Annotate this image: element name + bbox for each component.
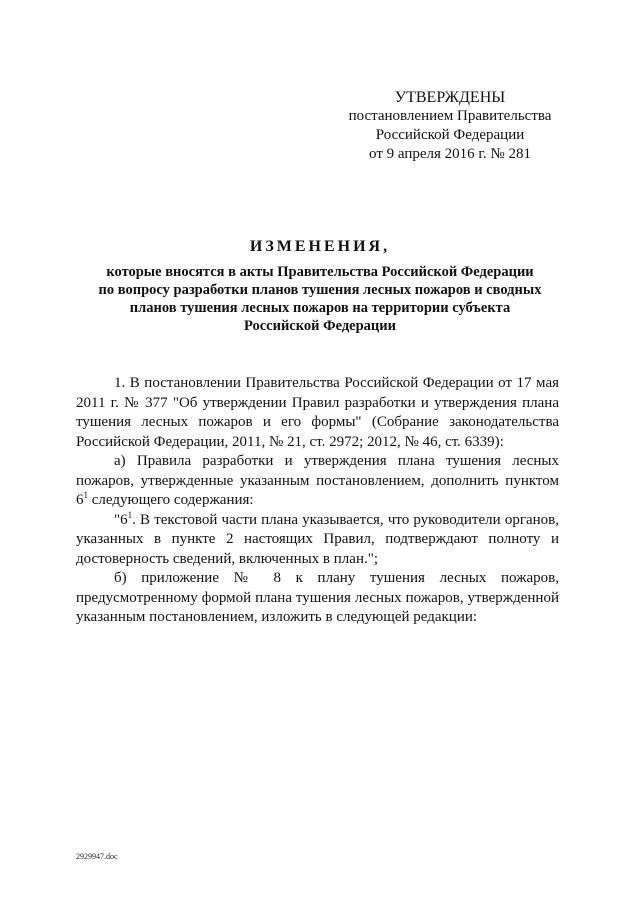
paragraph-3 [76, 511, 559, 570]
paragraph-2-superscript: 1 [83, 490, 88, 500]
subheading-line: планов тушения лесных пожаров на территории субъекта [129, 300, 511, 316]
file-name-footer: 2929947.doc [76, 852, 118, 861]
approval-line-decree: постановлением Правительства [348, 108, 552, 124]
paragraph-4: б) приложение № 8 к плану тушения лесных пожаров, предусмотренному формой плана тушения лесных пожаров, утвержденной указанным постановлением, изложить в следующей редакции: [76, 570, 559, 625]
approval-line-country: Российской Федерации [375, 127, 525, 143]
paragraph-2-text: а) Правила разработки и утверждения плана тушения лесных пожаров, утвержденные указанным постановлением, дополнить пунктом 6 [76, 453, 559, 508]
approval-title: УТВЕРЖДЕНЫ [394, 89, 506, 106]
paragraph-2 [76, 452, 559, 511]
paragraph-3-open: "6 [114, 511, 128, 528]
subheading-line: которые вносятся в акты Правительства Российской Федерации [106, 264, 534, 280]
document-heading: ИЗМЕНЕНИЯ, [249, 238, 391, 255]
document-body [76, 374, 559, 628]
document-subheading [60, 263, 580, 335]
paragraph-3-text: . В текстовой части плана указывается, что руководители органов, указанных в пункте 2 настоящих Правил, подтверждают полноту и достоверность сведений, включенных в план."; [76, 511, 559, 567]
paragraph-2-tail: следующего содержания: [88, 492, 254, 508]
paragraph-3-superscript: 1 [127, 509, 133, 520]
subheading-line: Российской Федерации [243, 318, 396, 334]
subheading-line: по вопросу разработки планов тушения лесных пожаров и сводных [98, 282, 542, 298]
paragraph-1: 1. В постановлении Правительства Российской Федерации от 17 мая 2011 г. № 377 "Об утверждении Правил разработки и утверждения плана тушения лесных пожаров и его формы" (Собрание законодательства Российской Федерации, 2011, № 21, ст. 2972; 2012, № 46, ст. 6339): [76, 375, 559, 450]
approval-line-date: от 9 апреля 2016 г. № 281 [369, 146, 531, 162]
approval-stamp [330, 88, 570, 164]
